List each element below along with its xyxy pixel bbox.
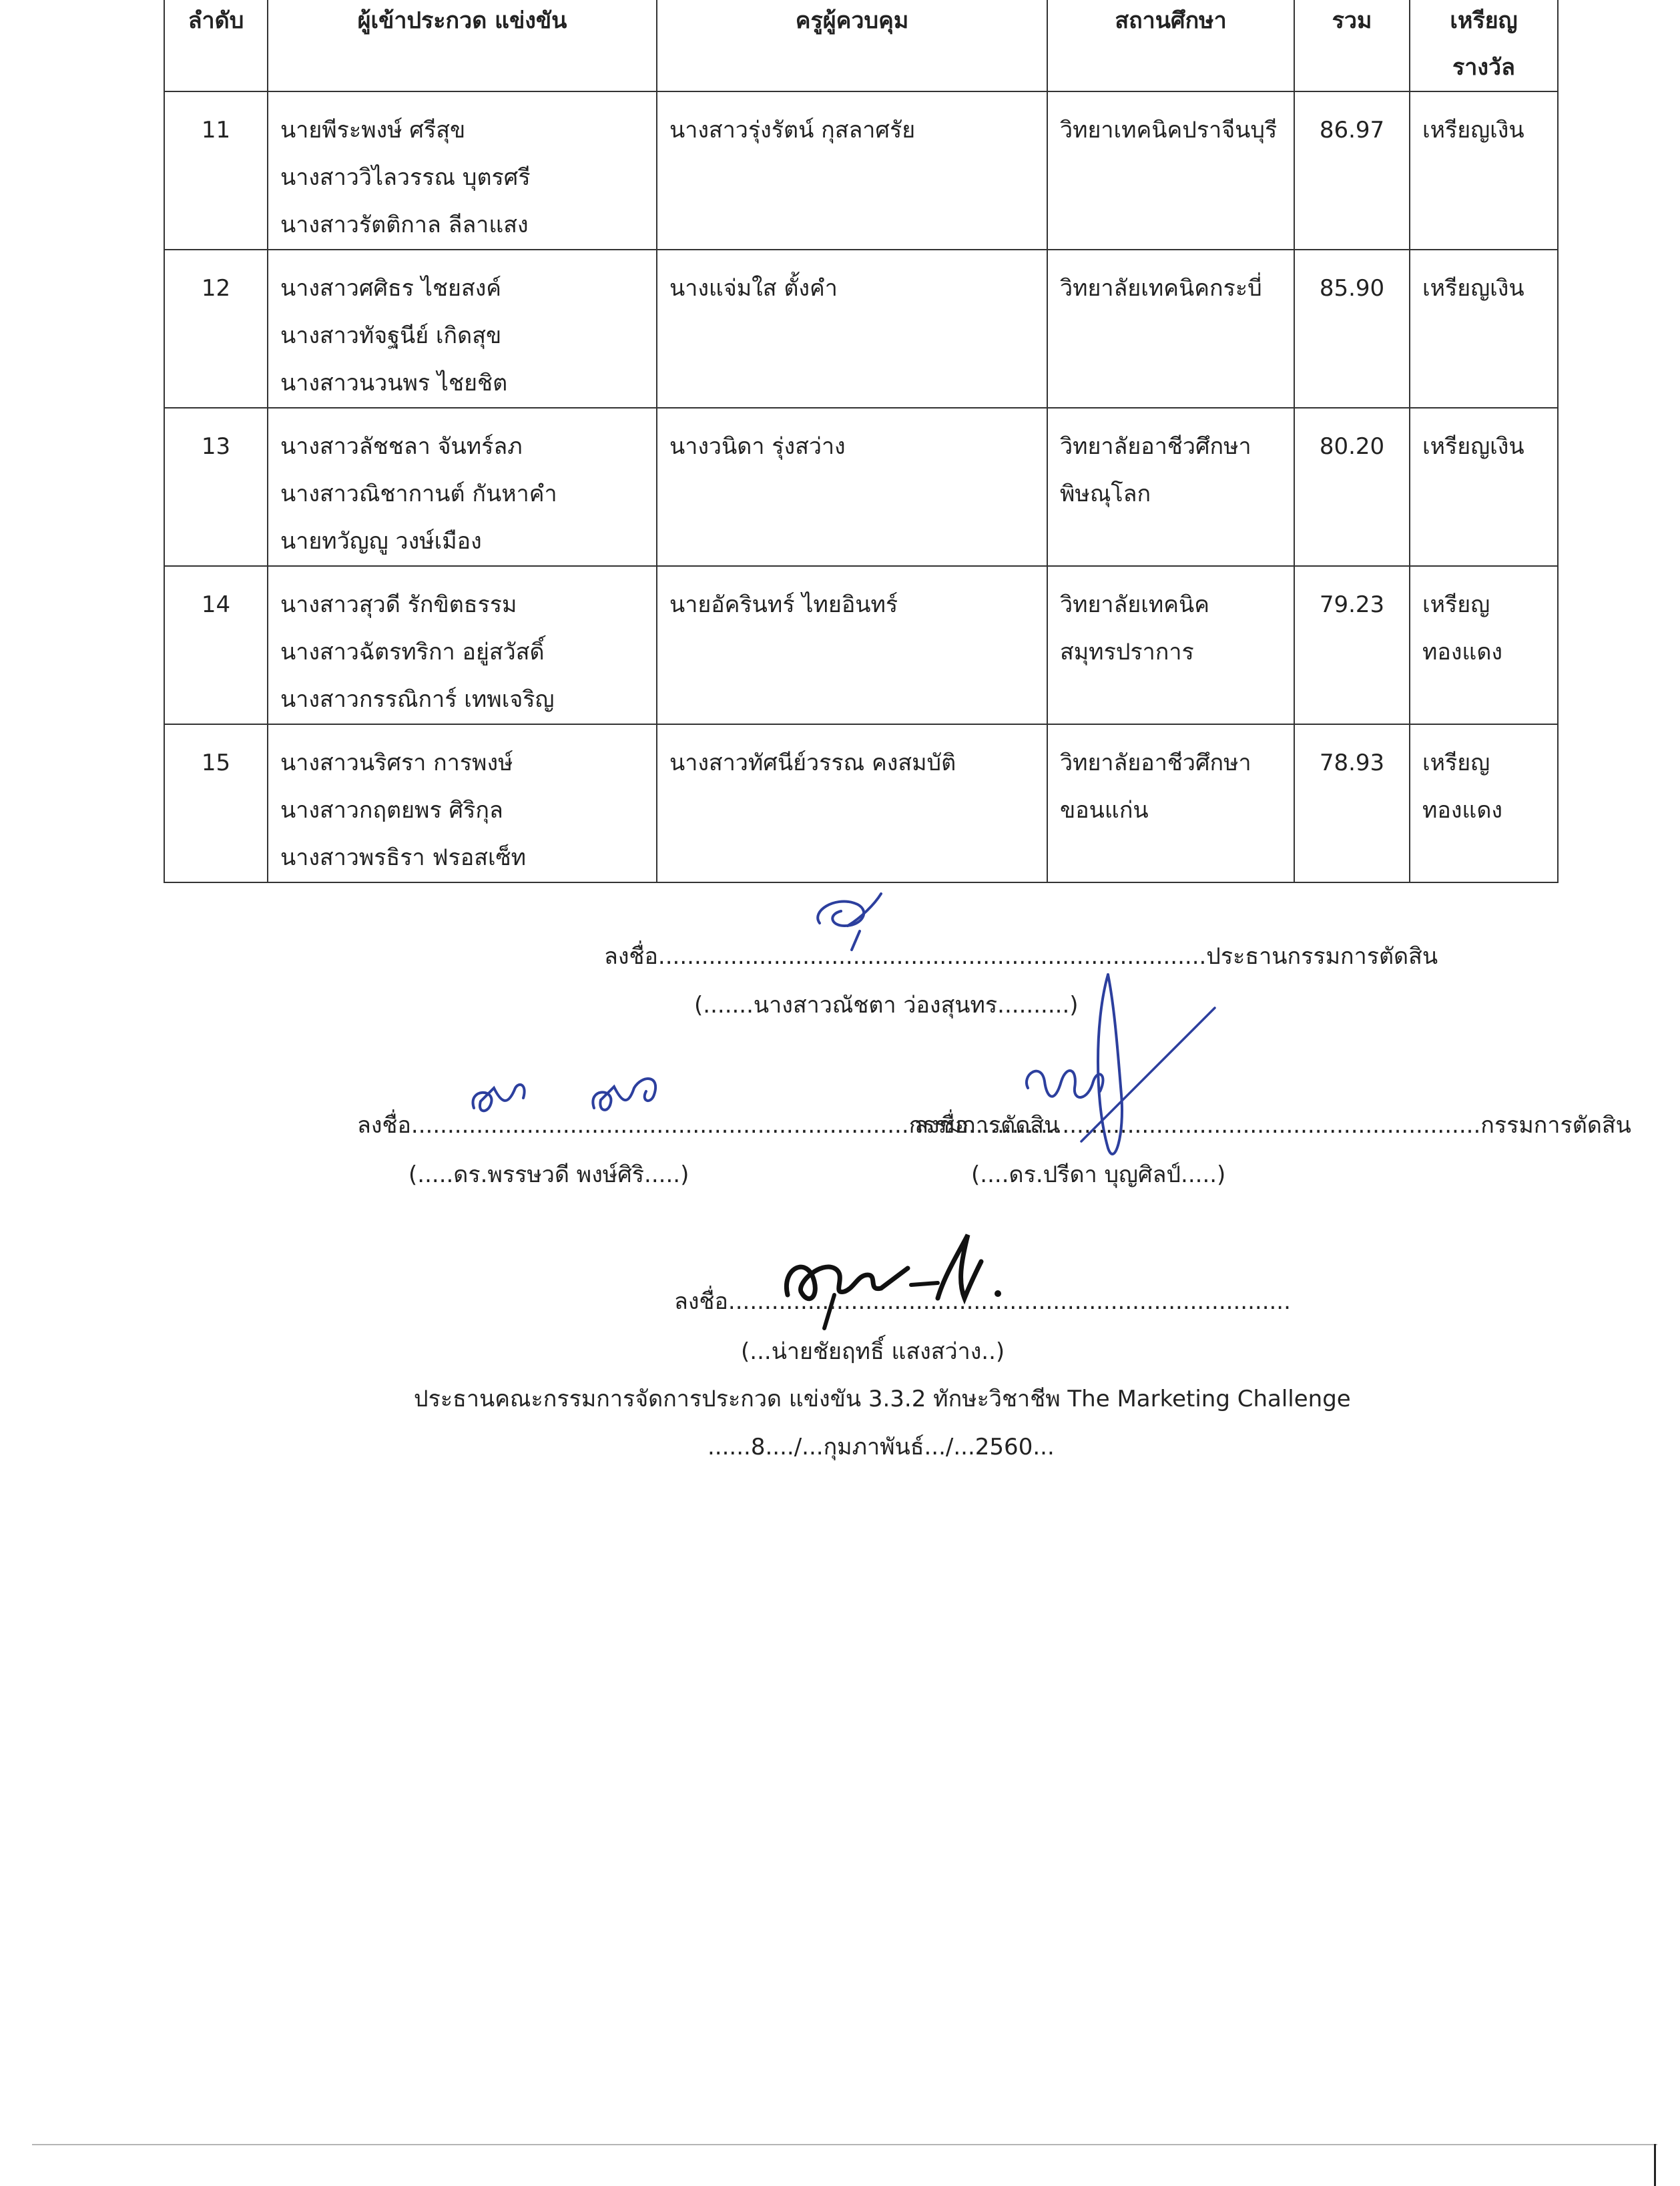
cell-text: ขอนแก่น bbox=[1060, 797, 1149, 824]
organizer-title: ประธานคณะกรรมการจัดการประกวด แข่งขัน 3.3.2 ทักษะวิชาชีพ The Marketing Challenge bbox=[414, 1386, 1351, 1412]
cell-medal bbox=[1410, 566, 1558, 724]
cell-total bbox=[1294, 91, 1410, 250]
cell-text: 13 bbox=[201, 433, 231, 460]
cell-school bbox=[1047, 91, 1294, 250]
cell-total bbox=[1294, 566, 1410, 724]
table-row bbox=[164, 408, 1558, 566]
cell-school bbox=[1047, 250, 1294, 408]
cell-text: นายพีระพงษ์ ศรีสุข bbox=[280, 117, 466, 144]
cell-text: 12 bbox=[201, 275, 231, 302]
cell-competitors bbox=[268, 408, 657, 566]
cell-text: สมุทรปราการ bbox=[1060, 639, 1194, 665]
cell-teacher bbox=[657, 724, 1047, 882]
cell-text: เหรียญเงิน bbox=[1422, 275, 1524, 302]
cell-text: นางแจ่มใส ตั้งคำ bbox=[669, 275, 838, 302]
scan-corner-mark bbox=[1654, 2144, 1656, 2186]
table-row bbox=[164, 250, 1558, 408]
cell-text: ทองแดง bbox=[1422, 797, 1503, 824]
cell-competitors bbox=[268, 91, 657, 250]
cell-text: วิทยาลัยอาชีวศึกษา bbox=[1060, 750, 1251, 776]
cell-text: นางสาวทัจฐนีย์ เกิดสุข bbox=[280, 322, 502, 349]
cell-text: นางสาวลัชชลา จันทร์ลภ bbox=[280, 433, 523, 460]
table-row bbox=[164, 724, 1558, 882]
organizer-sign-line: ลงชื่อ.............................................................................. bbox=[674, 1288, 1291, 1315]
cell-text: 80.20 bbox=[1319, 433, 1385, 460]
cell-no bbox=[164, 91, 268, 250]
cell-medal bbox=[1410, 250, 1558, 408]
cell-teacher bbox=[657, 250, 1047, 408]
cell-text: นางสาวรัตติกาล ลีลาแสง bbox=[280, 212, 529, 238]
cell-text: 11 bbox=[201, 117, 231, 144]
cell-medal bbox=[1410, 724, 1558, 882]
cell-no bbox=[164, 566, 268, 724]
cell-text: นางสาวรุ่งรัตน์ กุสลาศรัย bbox=[669, 117, 916, 144]
cell-school bbox=[1047, 724, 1294, 882]
cell-text: นางวนิดา รุ่งสว่าง bbox=[669, 433, 846, 460]
judge-left-name: (.....ดร.พรรษวดี พงษ์ศิริ.....) bbox=[408, 1161, 689, 1188]
cell-no bbox=[164, 724, 268, 882]
cell-text: นางสาวนวนพร ไชยชิต bbox=[280, 370, 508, 396]
cell-teacher bbox=[657, 91, 1047, 250]
cell-text: เหรียญเงิน bbox=[1422, 117, 1524, 144]
table-row bbox=[164, 91, 1558, 250]
cell-text: นางสาวฉัตรทริกา อยู่สวัสดิ์ bbox=[280, 639, 545, 665]
cell-text: เหรียญ bbox=[1422, 750, 1490, 776]
cell-text: นางสาวกฤตยพร ศิริกุล bbox=[280, 797, 503, 824]
chair-name: (.......นางสาวณัชตา ว่องสุนทร..........) bbox=[694, 992, 1079, 1019]
cell-text: นางสาวพรธิรา ฟรอสเซ็ท bbox=[280, 844, 527, 871]
cell-competitors bbox=[268, 250, 657, 408]
cell-medal bbox=[1410, 91, 1558, 250]
cell-no bbox=[164, 408, 268, 566]
cell-text: วิทยาลัยเทคนิค bbox=[1060, 591, 1210, 618]
cell-text: ทองแดง bbox=[1422, 639, 1503, 665]
header-school: สถานศึกษา bbox=[1047, 0, 1294, 91]
cell-text: 78.93 bbox=[1319, 750, 1385, 776]
cell-medal bbox=[1410, 408, 1558, 566]
cell-text: 15 bbox=[201, 750, 231, 776]
cell-text: 79.23 bbox=[1319, 591, 1385, 618]
cell-school bbox=[1047, 408, 1294, 566]
cell-text: เหรียญเงิน bbox=[1422, 433, 1524, 460]
header-total: รวม bbox=[1294, 0, 1410, 91]
header-medal: เหรียญ รางวัล bbox=[1410, 0, 1558, 91]
cell-competitors bbox=[268, 724, 657, 882]
organizer-name: (...น่ายชัยฤทธิ์ แสงสว่าง..) bbox=[741, 1338, 1005, 1365]
cell-text: วิทยาเทคนิคปราจีนบุรี bbox=[1060, 117, 1278, 144]
cell-teacher bbox=[657, 408, 1047, 566]
header-competitors: ผู้เข้าประกวด แข่งขัน bbox=[268, 0, 657, 91]
document-date: ......8..../...กุมภาพันธ์.../...2560... bbox=[708, 1434, 1055, 1460]
cell-text: นางสาวณิชากานต์ กันหาคำ bbox=[280, 481, 557, 507]
chair-sign-line: ลงชื่อ............................................................................ประธานกรรมการตัดสิน bbox=[604, 943, 1438, 970]
table-row bbox=[164, 566, 1558, 724]
cell-text: นางสาวนริศรา การพงษ์ bbox=[280, 750, 513, 776]
cell-no bbox=[164, 250, 268, 408]
cell-total bbox=[1294, 724, 1410, 882]
table-header-row bbox=[164, 0, 1558, 91]
cell-text: 86.97 bbox=[1319, 117, 1385, 144]
cell-teacher bbox=[657, 566, 1047, 724]
judge-right-signature bbox=[1015, 968, 1235, 1188]
cell-text: เหรียญ bbox=[1422, 591, 1490, 618]
cell-school bbox=[1047, 566, 1294, 724]
cell-total bbox=[1294, 250, 1410, 408]
cell-text: นางสาวศศิธร ไชยสงค์ bbox=[280, 275, 502, 302]
cell-text: นายทวัญญู วงษ์เมือง bbox=[280, 528, 482, 555]
cell-text: นางสาวกรรณิการ์ เทพเจริญ bbox=[280, 686, 555, 713]
cell-text: นางสาวทัศนีย์วรรณ คงสมบัติ bbox=[669, 750, 956, 776]
footer-rule bbox=[32, 2144, 1657, 2145]
cell-text: 14 bbox=[201, 591, 231, 618]
cell-text: 85.90 bbox=[1319, 275, 1385, 302]
cell-text: วิทยาลัยอาชีวศึกษา bbox=[1060, 433, 1251, 460]
judge-left-sign-line: ลงชื่อ.....................................................................กรรมการตัดสิน bbox=[357, 1112, 1060, 1139]
cell-text: พิษณุโลก bbox=[1060, 481, 1151, 507]
results-table bbox=[164, 0, 1559, 883]
judge-right-name: (....ดร.ปรีดา บุญศิลป์.....) bbox=[971, 1161, 1226, 1188]
cell-total bbox=[1294, 408, 1410, 566]
cell-text: นางสาวสุวดี รักขิตธรรม bbox=[280, 591, 517, 618]
header-teacher: ครูผู้ควบคุม bbox=[657, 0, 1047, 91]
cell-text: นายอัครินทร์ ไทยอินทร์ bbox=[669, 591, 898, 618]
cell-text: วิทยาลัยเทคนิคกระบี่ bbox=[1060, 275, 1262, 302]
header-no: ลำดับ bbox=[164, 0, 268, 91]
cell-text: นางสาววิไลวรรณ บุตรศรี bbox=[280, 164, 531, 191]
judge-right-sign-line: ลงชื่อ.......................................................................กรรมการตัดสิน bbox=[914, 1112, 1631, 1139]
cell-competitors bbox=[268, 566, 657, 724]
